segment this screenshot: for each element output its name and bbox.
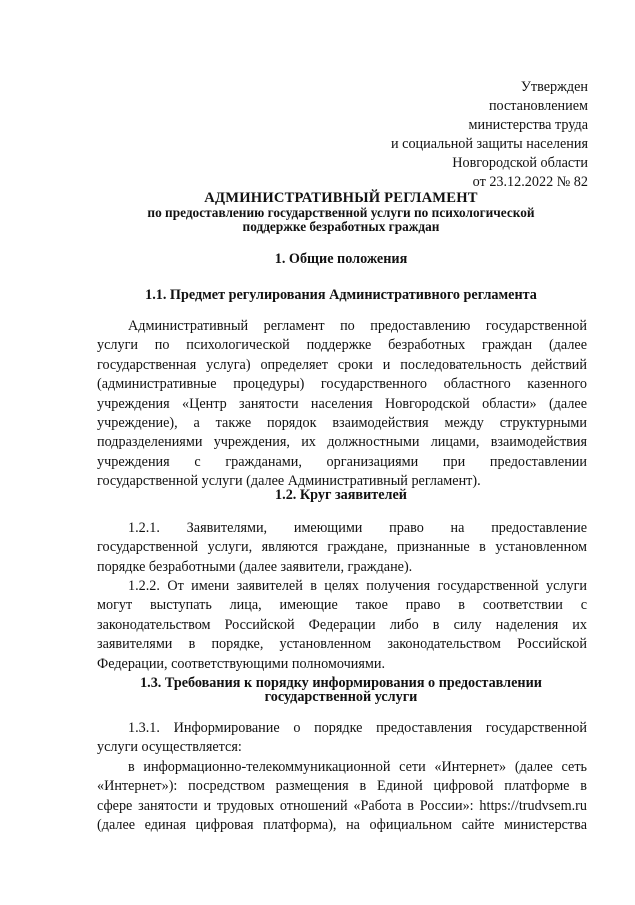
section-heading-line: 1.3. Требования к порядку информирования о предоставлении <box>140 675 542 691</box>
text-line: Федерации, соответствующими полномочиями. <box>97 655 385 672</box>
paragraph-1-2-1 <box>97 519 587 577</box>
text-line: 1.3.1. Информирование о порядке предоставления государственной <box>128 720 587 736</box>
text-line: государственной услуги (далее Административный регламент). <box>97 473 481 490</box>
paragraph-1-3-1 <box>97 719 587 758</box>
text-line: услуги осуществляется: <box>97 739 242 756</box>
document-subtitle-line: по предоставлению государственной услуги по психологической <box>147 205 535 220</box>
text-line: услуги по психологической поддержке безработных граждан (далее <box>97 337 587 354</box>
text-line: подразделениями учреждения, их должностными лицами, взаимодействия <box>97 434 587 451</box>
approval-line: Утвержден <box>520 79 588 95</box>
text-line: Административный регламент по предоставлению государственной <box>128 318 587 334</box>
text-line: учреждение), а также порядок взаимодействия между структурными <box>97 415 587 432</box>
text-line: государственная услуга) определяет сроки и последовательность действий <box>97 356 587 373</box>
text-line: (далее единая цифровая платформа), на официальном сайте министерства <box>97 817 587 834</box>
approval-stamp-block <box>308 78 588 192</box>
text-line: в информационно-телекоммуникационной сети «Интернет» (далее сеть <box>128 759 587 775</box>
approval-line: министерства труда <box>468 117 588 133</box>
text-line: 1.2.1. Заявителями, имеющими право на предоставление <box>128 520 587 536</box>
approval-line: Новгородской области <box>452 155 588 171</box>
text-line: учреждения «Центр занятости населения Новгородской области» (далее <box>97 395 587 412</box>
text-line: (административные процедуры) государственного областного казенного <box>97 376 587 393</box>
text-line: законодательством Российской Федерации либо в силу наделения их <box>97 616 587 633</box>
section-heading-1-3 <box>96 676 586 704</box>
approval-line: постановлением <box>488 98 588 114</box>
text-line: государственной услуги, являются граждане, признанные в установленном <box>97 539 587 556</box>
text-line: сфере занятости и трудовых отношений «Работа в России»: https://trudvsem.ru <box>97 797 587 814</box>
approval-line: от 23.12.2022 № 82 <box>472 174 588 190</box>
text-line: «Интернет»): посредством размещения в Единой цифровой платформе в <box>97 778 587 795</box>
paragraph-1-1 <box>97 317 587 492</box>
text-line: могут выступать лица, имеющие такое право в соответствии с <box>97 597 587 614</box>
section-heading-1-2: 1.2. Круг заявителей <box>275 487 407 503</box>
document-title: АДМИНИСТРАТИВНЫЙ РЕГЛАМЕНТ <box>204 190 478 206</box>
paragraph-1-2-2 <box>97 577 587 674</box>
paragraph-1-3-2 <box>97 758 587 836</box>
text-line: учреждения с гражданами, организациями при предоставлении <box>97 453 587 470</box>
text-line: заявителями в порядке, установленном законодательством Российской <box>97 636 587 653</box>
text-line: 1.2.2. От имени заявителей в целях получения государственной услуги <box>128 578 587 594</box>
document-subtitle-line: поддержке безработных граждан <box>242 218 440 234</box>
document-title-block <box>96 190 586 233</box>
section-heading-1: 1. Общие положения <box>274 251 408 267</box>
approval-line: и социальной защиты населения <box>391 136 588 152</box>
text-line: порядке безработными (далее заявители, граждане). <box>97 558 413 575</box>
section-heading-1-1: 1.1. Предмет регулирования Административного регламента <box>145 287 537 303</box>
section-heading-line: государственной услуги <box>264 689 418 705</box>
